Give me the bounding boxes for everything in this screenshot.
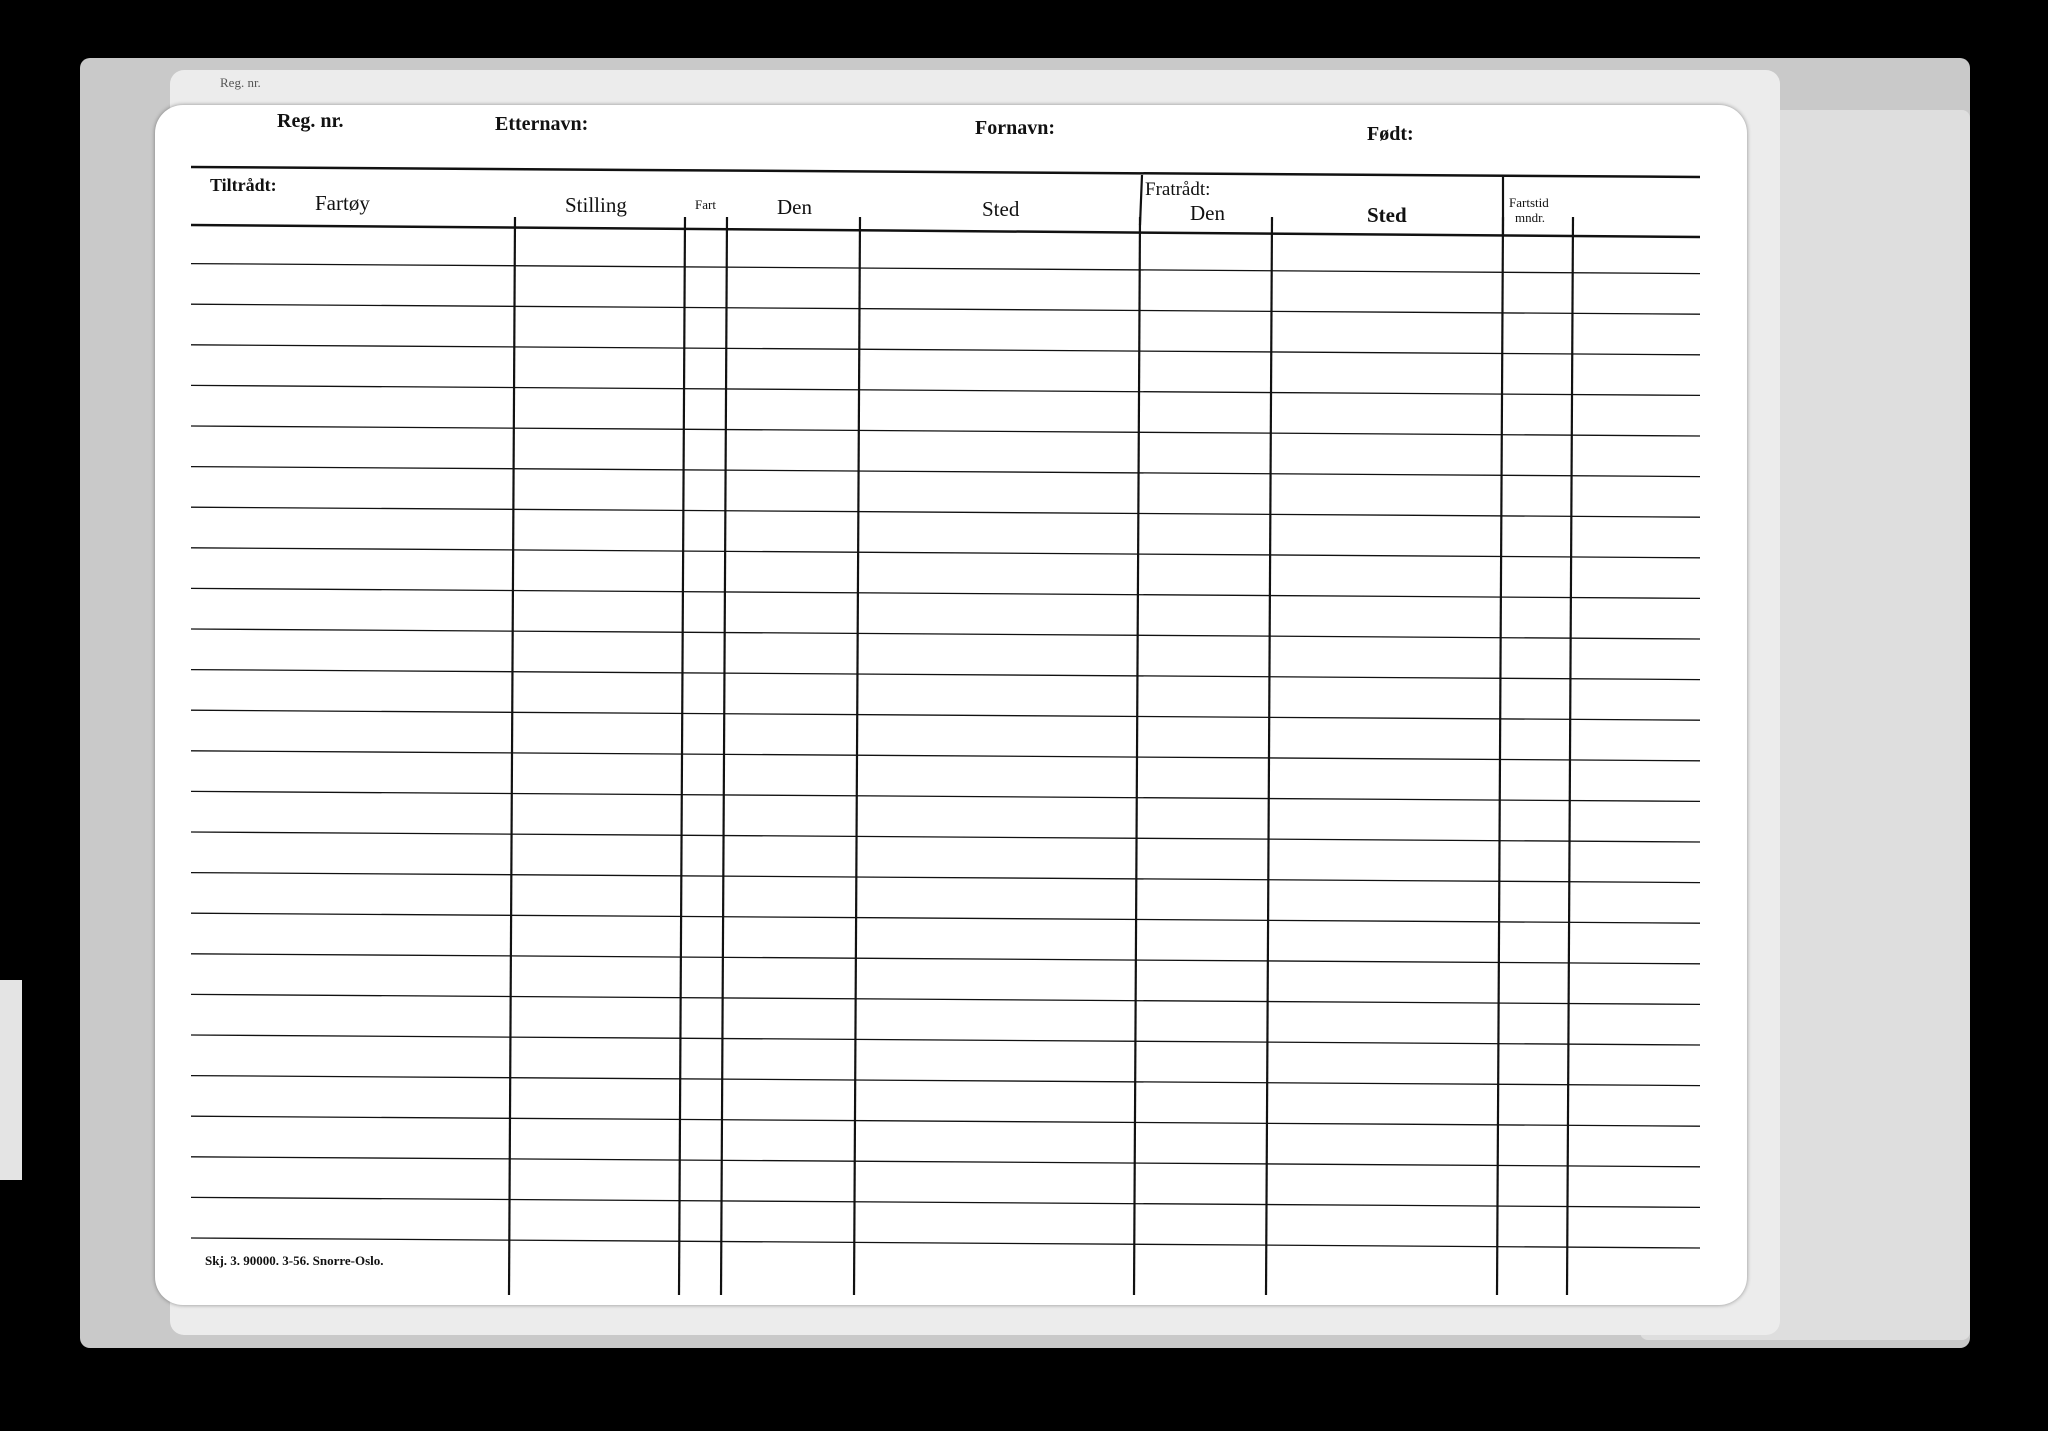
row-rule bbox=[191, 264, 1700, 274]
underlying-card-label: Reg. nr. bbox=[220, 75, 261, 90]
column-header-rule bbox=[191, 225, 1700, 237]
row-rule bbox=[191, 345, 1700, 355]
row-rule bbox=[191, 467, 1700, 477]
row-rule bbox=[191, 994, 1700, 1004]
row-rule bbox=[191, 1035, 1700, 1045]
row-rule bbox=[191, 1076, 1700, 1086]
etternavn-label: Etternavn: bbox=[495, 113, 589, 135]
left-edge-strip bbox=[0, 980, 22, 1180]
col-header-den-fratradt: Den bbox=[1190, 201, 1225, 225]
row-rule bbox=[191, 791, 1700, 801]
col-header-fartoy: Fartøy bbox=[315, 191, 370, 215]
row-rule bbox=[191, 588, 1700, 598]
col-header-den-tiltradt: Den bbox=[777, 195, 812, 219]
tiltradt-label: Tiltrådt: bbox=[210, 175, 277, 195]
row-rule bbox=[191, 1157, 1700, 1167]
column-divider bbox=[1567, 217, 1573, 1295]
row-rule bbox=[191, 832, 1700, 842]
row-rule bbox=[191, 1116, 1700, 1126]
column-divider bbox=[1266, 217, 1272, 1295]
fratradt-divider bbox=[1140, 175, 1142, 225]
col-header-fart: Fart bbox=[695, 197, 716, 212]
row-rule bbox=[191, 507, 1700, 517]
row-rule bbox=[191, 1197, 1700, 1207]
fratradt-label: Fratrådt: bbox=[1145, 179, 1211, 200]
row-rule bbox=[191, 751, 1700, 761]
registration-card bbox=[155, 105, 1747, 1305]
row-rule bbox=[191, 913, 1700, 923]
fodt-label: Født: bbox=[1367, 123, 1414, 145]
row-rule bbox=[191, 710, 1700, 720]
row-rule bbox=[191, 629, 1700, 639]
column-divider bbox=[854, 217, 860, 1295]
column-divider bbox=[1134, 217, 1140, 1295]
col-header-sted-fratradt: Sted bbox=[1367, 203, 1407, 227]
header-top-rule bbox=[191, 167, 1700, 177]
row-rule bbox=[191, 304, 1700, 314]
column-divider bbox=[679, 217, 685, 1295]
row-rule bbox=[191, 426, 1700, 436]
col-header-stilling: Stilling bbox=[565, 193, 627, 217]
fornavn-label: Fornavn: bbox=[975, 117, 1055, 139]
row-rule bbox=[191, 873, 1700, 883]
column-divider bbox=[721, 217, 727, 1295]
col-header-fartstid: Fartstid bbox=[1509, 195, 1549, 210]
col-header-sted-tiltradt: Sted bbox=[982, 197, 1020, 221]
col-header-mndr: mndr. bbox=[1515, 210, 1545, 225]
row-rule bbox=[191, 548, 1700, 558]
print-note: Skj. 3. 90000. 3-56. Snorre-Oslo. bbox=[205, 1253, 384, 1268]
column-divider bbox=[1497, 217, 1503, 1295]
column-divider bbox=[509, 217, 515, 1295]
reg-nr-label: Reg. nr. bbox=[277, 110, 344, 132]
row-rule bbox=[191, 670, 1700, 680]
row-rule bbox=[191, 385, 1700, 395]
form-grid bbox=[155, 105, 1747, 1305]
row-rule bbox=[191, 954, 1700, 964]
row-rule bbox=[191, 1238, 1700, 1248]
